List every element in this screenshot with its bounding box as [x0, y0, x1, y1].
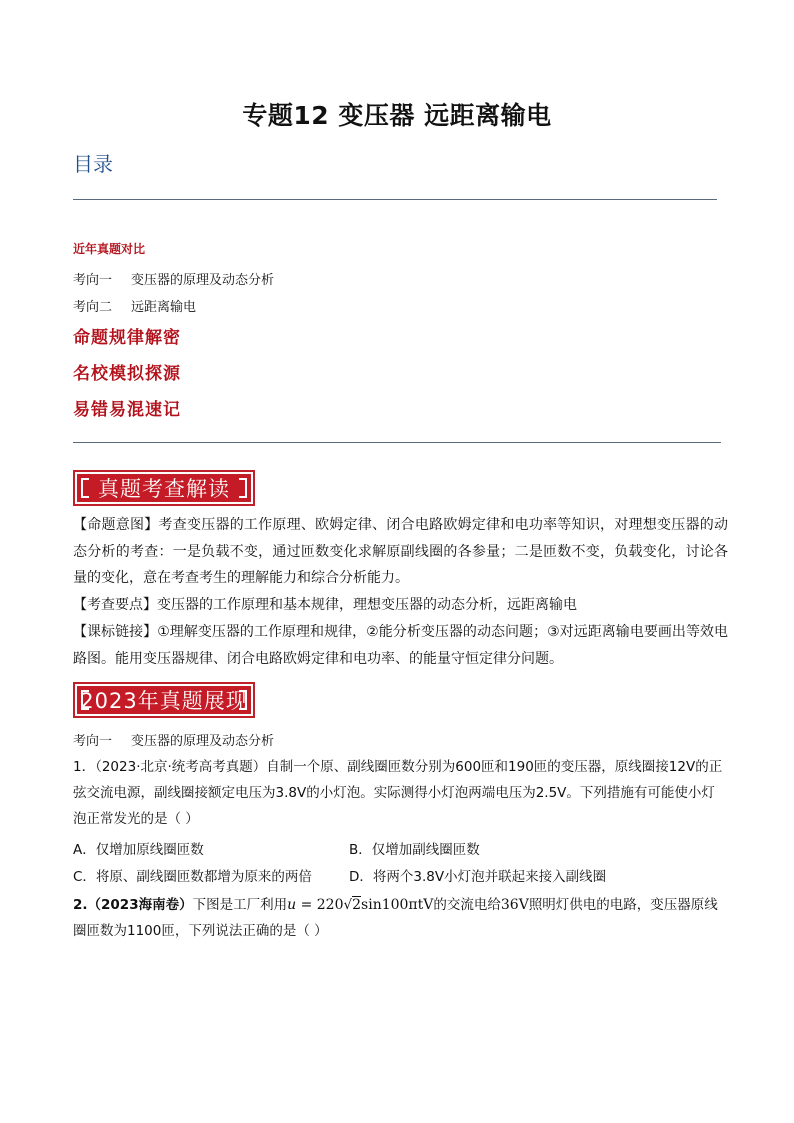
toc-heading: 目录: [73, 152, 113, 176]
formula-sin: sin100πtV: [361, 897, 434, 913]
divider-top: [73, 199, 717, 200]
section-banner-interpretation: [73, 470, 255, 506]
question-1-option-b[interactable]: B．仅增加副线圈匝数: [349, 842, 480, 858]
intent-text: 考查变压器的工作原理、欧姆定律、闭合电路欧姆定律和电功率等知识，对理想变压器的动态分析的考查：一是负载不变，通过匝数变化求解原副线圈的各参量；二是匝数不变，负载变化，讨论各量的变化，意在考查考生的理解能力和综合分析能力。: [73, 517, 728, 586]
points-paragraph: [73, 592, 728, 619]
question-1-option-d[interactable]: D．将两个3.8V小灯泡并联起来接入副线圈: [349, 869, 607, 885]
direction-label: 变压器的原理及动态分析: [131, 734, 275, 749]
banner-label: 2023年真题展现: [77, 686, 251, 714]
question-2-text-b: 的交流电给: [433, 897, 501, 913]
sqrt-icon: √: [343, 897, 353, 913]
intent-tag: 【命题意图】: [73, 517, 159, 533]
section-banner-2023: [73, 682, 255, 718]
banner-label: 真题考查解读: [77, 474, 251, 502]
question-1-option-a[interactable]: A．仅增加原线圈匝数: [73, 842, 204, 858]
question-2-text-a: 下图是工厂利用: [192, 897, 288, 913]
question-1: 1．（2023·北京·统考高考真题）自制一个原、副线圈匝数分别为600匝和190匝的变压器，原线圈接12V的正弦交流电源，副线圈接额定电压为3.8V的小灯泡。实际测得小灯泡两端电压为2.5V。下列措施有可能使小灯泡正常发光的是（ ）: [73, 759, 723, 827]
toc-item-number: 考向一: [73, 273, 113, 288]
standard-paragraph: [73, 619, 728, 672]
toc-section-compare[interactable]: 近年真题对比: [73, 242, 146, 256]
divider-bottom: [73, 442, 721, 443]
toc-item-direction-1[interactable]: [73, 269, 274, 288]
question-1-option-c[interactable]: C．将原、副线圈匝数都增为原来的两倍: [73, 869, 312, 885]
points-text: 变压器的工作原理和基本规律，理想变压器的动态分析，远距离输电: [157, 597, 577, 613]
formula-volt: 36V: [500, 897, 529, 913]
toc-section-errors[interactable]: 易错易混速记: [73, 400, 181, 420]
question-2-text-c: 照明灯供电的电路，变压器原线圈匝数为1100匝，下列说法正确的是（ ）: [73, 897, 718, 939]
formula-sqrt-value: 2: [352, 897, 362, 913]
page-title: 专题12 变压器 远距离输电: [242, 101, 552, 130]
toc-section-rules[interactable]: 命题规律解密: [73, 328, 181, 348]
standard-text: ①理解变压器的工作原理和规律，②能分析变压器的动态问题；③对远距离输电要画出等效电路图。能用变压器规律、闭合电路欧姆定律和电功率、的能量守恒定律分问题。: [73, 624, 729, 667]
formula-u: u: [287, 897, 297, 913]
formula-eq: = 220: [296, 897, 344, 913]
points-tag: 【考查要点】: [73, 597, 157, 613]
toc-item-label: 变压器的原理及动态分析: [131, 273, 275, 288]
toc-item-label: 远距离输电: [131, 300, 197, 315]
direction-number: 考向一: [73, 734, 113, 749]
standard-tag: 【课标链接】: [73, 624, 158, 640]
question-2-source: 2.（2023海南卷）: [73, 897, 193, 913]
toc-item-number: 考向二: [73, 300, 113, 315]
question-2: [73, 892, 728, 944]
intent-paragraph: [73, 512, 728, 592]
toc-section-mock[interactable]: 名校模拟探源: [73, 364, 181, 384]
direction-1-heading: [73, 730, 274, 749]
toc-item-direction-2[interactable]: [73, 296, 196, 315]
